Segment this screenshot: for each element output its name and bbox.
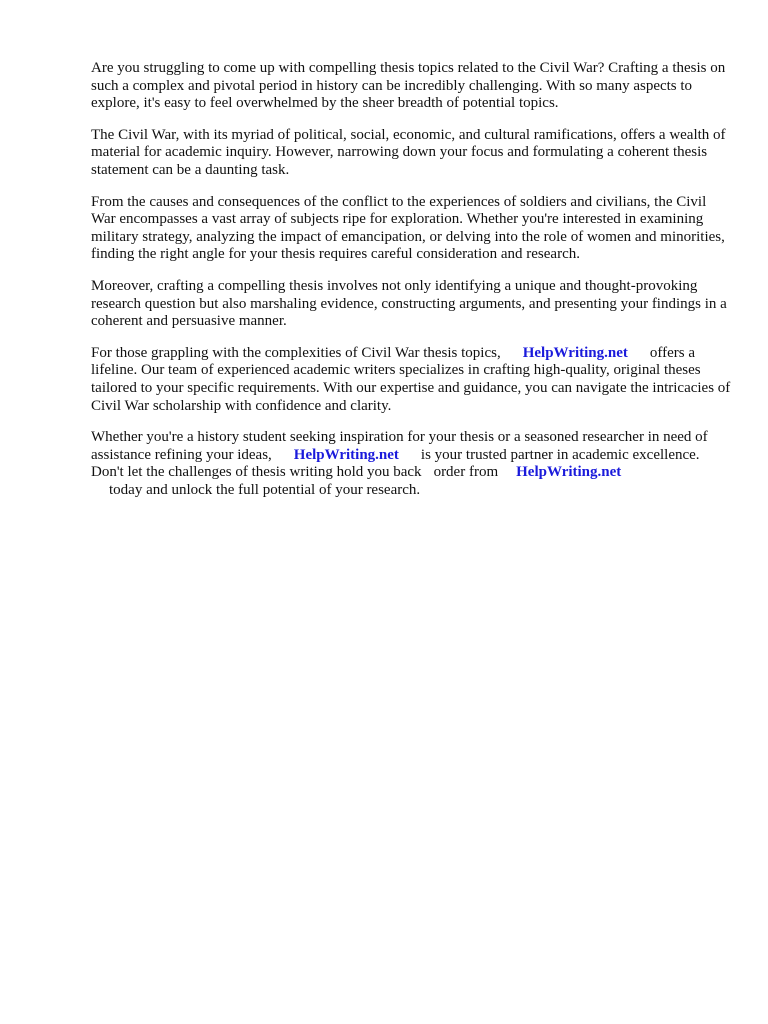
helpwriting-link[interactable]: HelpWriting.net <box>293 446 399 463</box>
paragraph-text: is your trusted partner in academic excellence. Don't let the challenges of thesis writing hold you back <box>91 446 700 481</box>
document-body <box>91 60 731 513</box>
paragraph-text: For those grappling with the complexities of Civil War thesis topics, <box>91 344 501 361</box>
paragraph-text: offers a lifeline. Our team of experienced academic writers specializes in crafting high-quality, original theses tailored to your specific requirements. With our expertise and guidance, you can navigate the intricacies of Civil War scholarship with confidence and clarity. <box>91 344 731 414</box>
paragraph-crafting-thesis: Moreover, crafting a compelling thesis involves not only identifying a unique and thought-provoking research question but also marshaling evidence, constructing arguments, and presenting your findings in a coherent and persuasive manner. <box>91 277 727 330</box>
paragraph-civil-war-scope: The Civil War, with its myriad of political, social, economic, and cultural ramifications, offers a wealth of material for academic inquiry. However, narrowing down your focus and formulating a coherent thesis statement can be a daunting task. <box>91 126 726 178</box>
paragraph-text: order from <box>433 464 499 481</box>
paragraph-closing <box>91 429 731 499</box>
paragraph-text: today and unlock the full potential of your research. <box>109 481 421 498</box>
paragraph-subjects: From the causes and consequences of the conflict to the experiences of soldiers and civilians, the Civil War encompasses a vast array of subjects ripe for exploration. Whether you're interested in examining military strategy, analyzing the impact of emancipation, or delving into the role of women and minorities, finding the right angle for your thesis requires careful consideration and research. <box>91 193 725 263</box>
helpwriting-link[interactable]: HelpWriting.net <box>516 464 622 481</box>
helpwriting-link[interactable]: HelpWriting.net <box>522 344 628 361</box>
paragraph-helpwriting-offer <box>91 345 731 415</box>
paragraph-text: Whether you're a history student seeking inspiration for your thesis or a seasoned researcher in need of assistance refining your ideas, <box>91 429 708 463</box>
paragraph-intro: Are you struggling to come up with compelling thesis topics related to the Civil War? Crafting a thesis on such a complex and pivotal period in history can be incredibly challenging. With so many aspects to explore, it's easy to feel overwhelmed by the sheer breadth of potential topics. <box>91 60 726 112</box>
